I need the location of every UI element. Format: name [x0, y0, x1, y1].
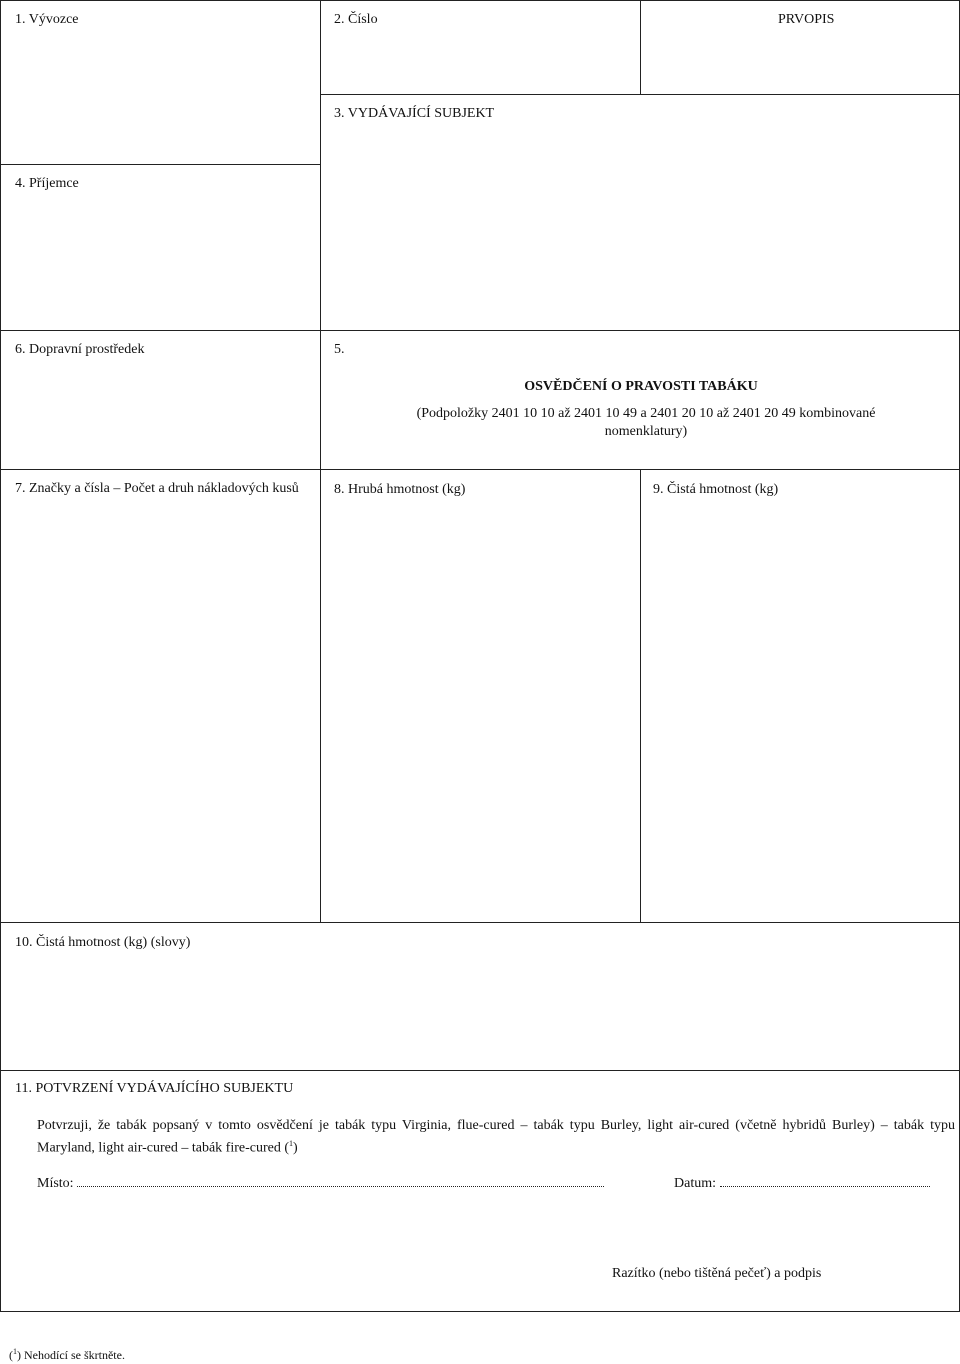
- issuing-body-label: 3. VYDÁVAJÍCÍ SUBJEKT: [334, 106, 495, 121]
- place-label: Místo:: [37, 1176, 74, 1191]
- footnote: ($^1$) Nehodící se škrtněte.: [9, 1347, 125, 1362]
- note-ref: 1: [289, 1139, 294, 1148]
- stamp-signature-label: Razítko (nebo tištěná pečeť) a podpis: [612, 1266, 822, 1281]
- date-field[interactable]: [674, 1174, 930, 1193]
- number-label: 2. Číslo: [334, 12, 378, 27]
- exporter-label: 1. Vývozce: [15, 12, 79, 27]
- place-field[interactable]: [37, 1174, 604, 1193]
- net-weight-label: 9. Čistá hmotnost (kg): [653, 482, 779, 497]
- date-dotted-line[interactable]: [720, 1174, 930, 1187]
- consignee-label: 4. Příjemce: [15, 176, 79, 191]
- confirmation-text: Potvrzuji, že tabák popsaný v tomto osvědčení je tabák typu Virginia, flue-cured – tabák typu Burley, light air-cured (včetně hybridů Burley) – tabák typu Maryland, light air-cured – tabák fire-cured ($^1$): [37, 1118, 955, 1156]
- place-dotted-line[interactable]: [77, 1174, 604, 1187]
- box5-label: 5.: [334, 342, 345, 357]
- footnote-ref: 1: [13, 1347, 17, 1356]
- box-gross-weight[interactable]: [320, 469, 641, 923]
- date-label: Datum:: [674, 1176, 716, 1191]
- box-transport[interactable]: [0, 330, 321, 470]
- box-exporter[interactable]: [0, 0, 321, 165]
- box-consignee[interactable]: [0, 164, 321, 331]
- box-marks-numbers[interactable]: [0, 469, 321, 923]
- net-weight-words-label: 10. Čistá hmotnost (kg) (slovy): [15, 935, 191, 950]
- gross-weight-label: 8. Hrubá hmotnost (kg): [334, 482, 466, 497]
- box-certificate-title: [320, 330, 960, 470]
- confirmation-heading: 11. POTVRZENÍ VYDÁVAJÍCÍHO SUBJEKTU: [15, 1081, 294, 1096]
- box-original: [640, 0, 960, 95]
- box-number[interactable]: [320, 0, 641, 95]
- transport-label: 6. Dopravní prostředek: [15, 342, 145, 357]
- original-label: PRVOPIS: [778, 12, 835, 27]
- box-net-weight[interactable]: [640, 469, 960, 923]
- box-net-weight-words[interactable]: [0, 922, 960, 1071]
- marks-numbers-label: 7. Značky a čísla – Počet a druh nákladových kusů: [15, 481, 299, 496]
- footnote-text: Nehodící se škrtněte.: [24, 1348, 125, 1362]
- certificate-title: OSVĚDČENÍ O PRAVOSTI TABÁKU: [524, 379, 758, 394]
- box-confirmation: [0, 1070, 960, 1312]
- certificate-subtitle: (Podpoložky 2401 10 10 až 2401 10 49 a 2401 20 10 až 2401 20 49 kombinované nomenklatury): [416, 406, 876, 439]
- box-issuing-body[interactable]: [320, 94, 960, 331]
- confirmation-statement: Potvrzuji, že tabák popsaný v tomto osvědčení je tabák typu Virginia, flue-cured – tabák typu Burley, light air-cured (včetně hybridů Burley) – tabák typu Maryland, light air-cured – tabák fire-cured: [37, 1118, 955, 1156]
